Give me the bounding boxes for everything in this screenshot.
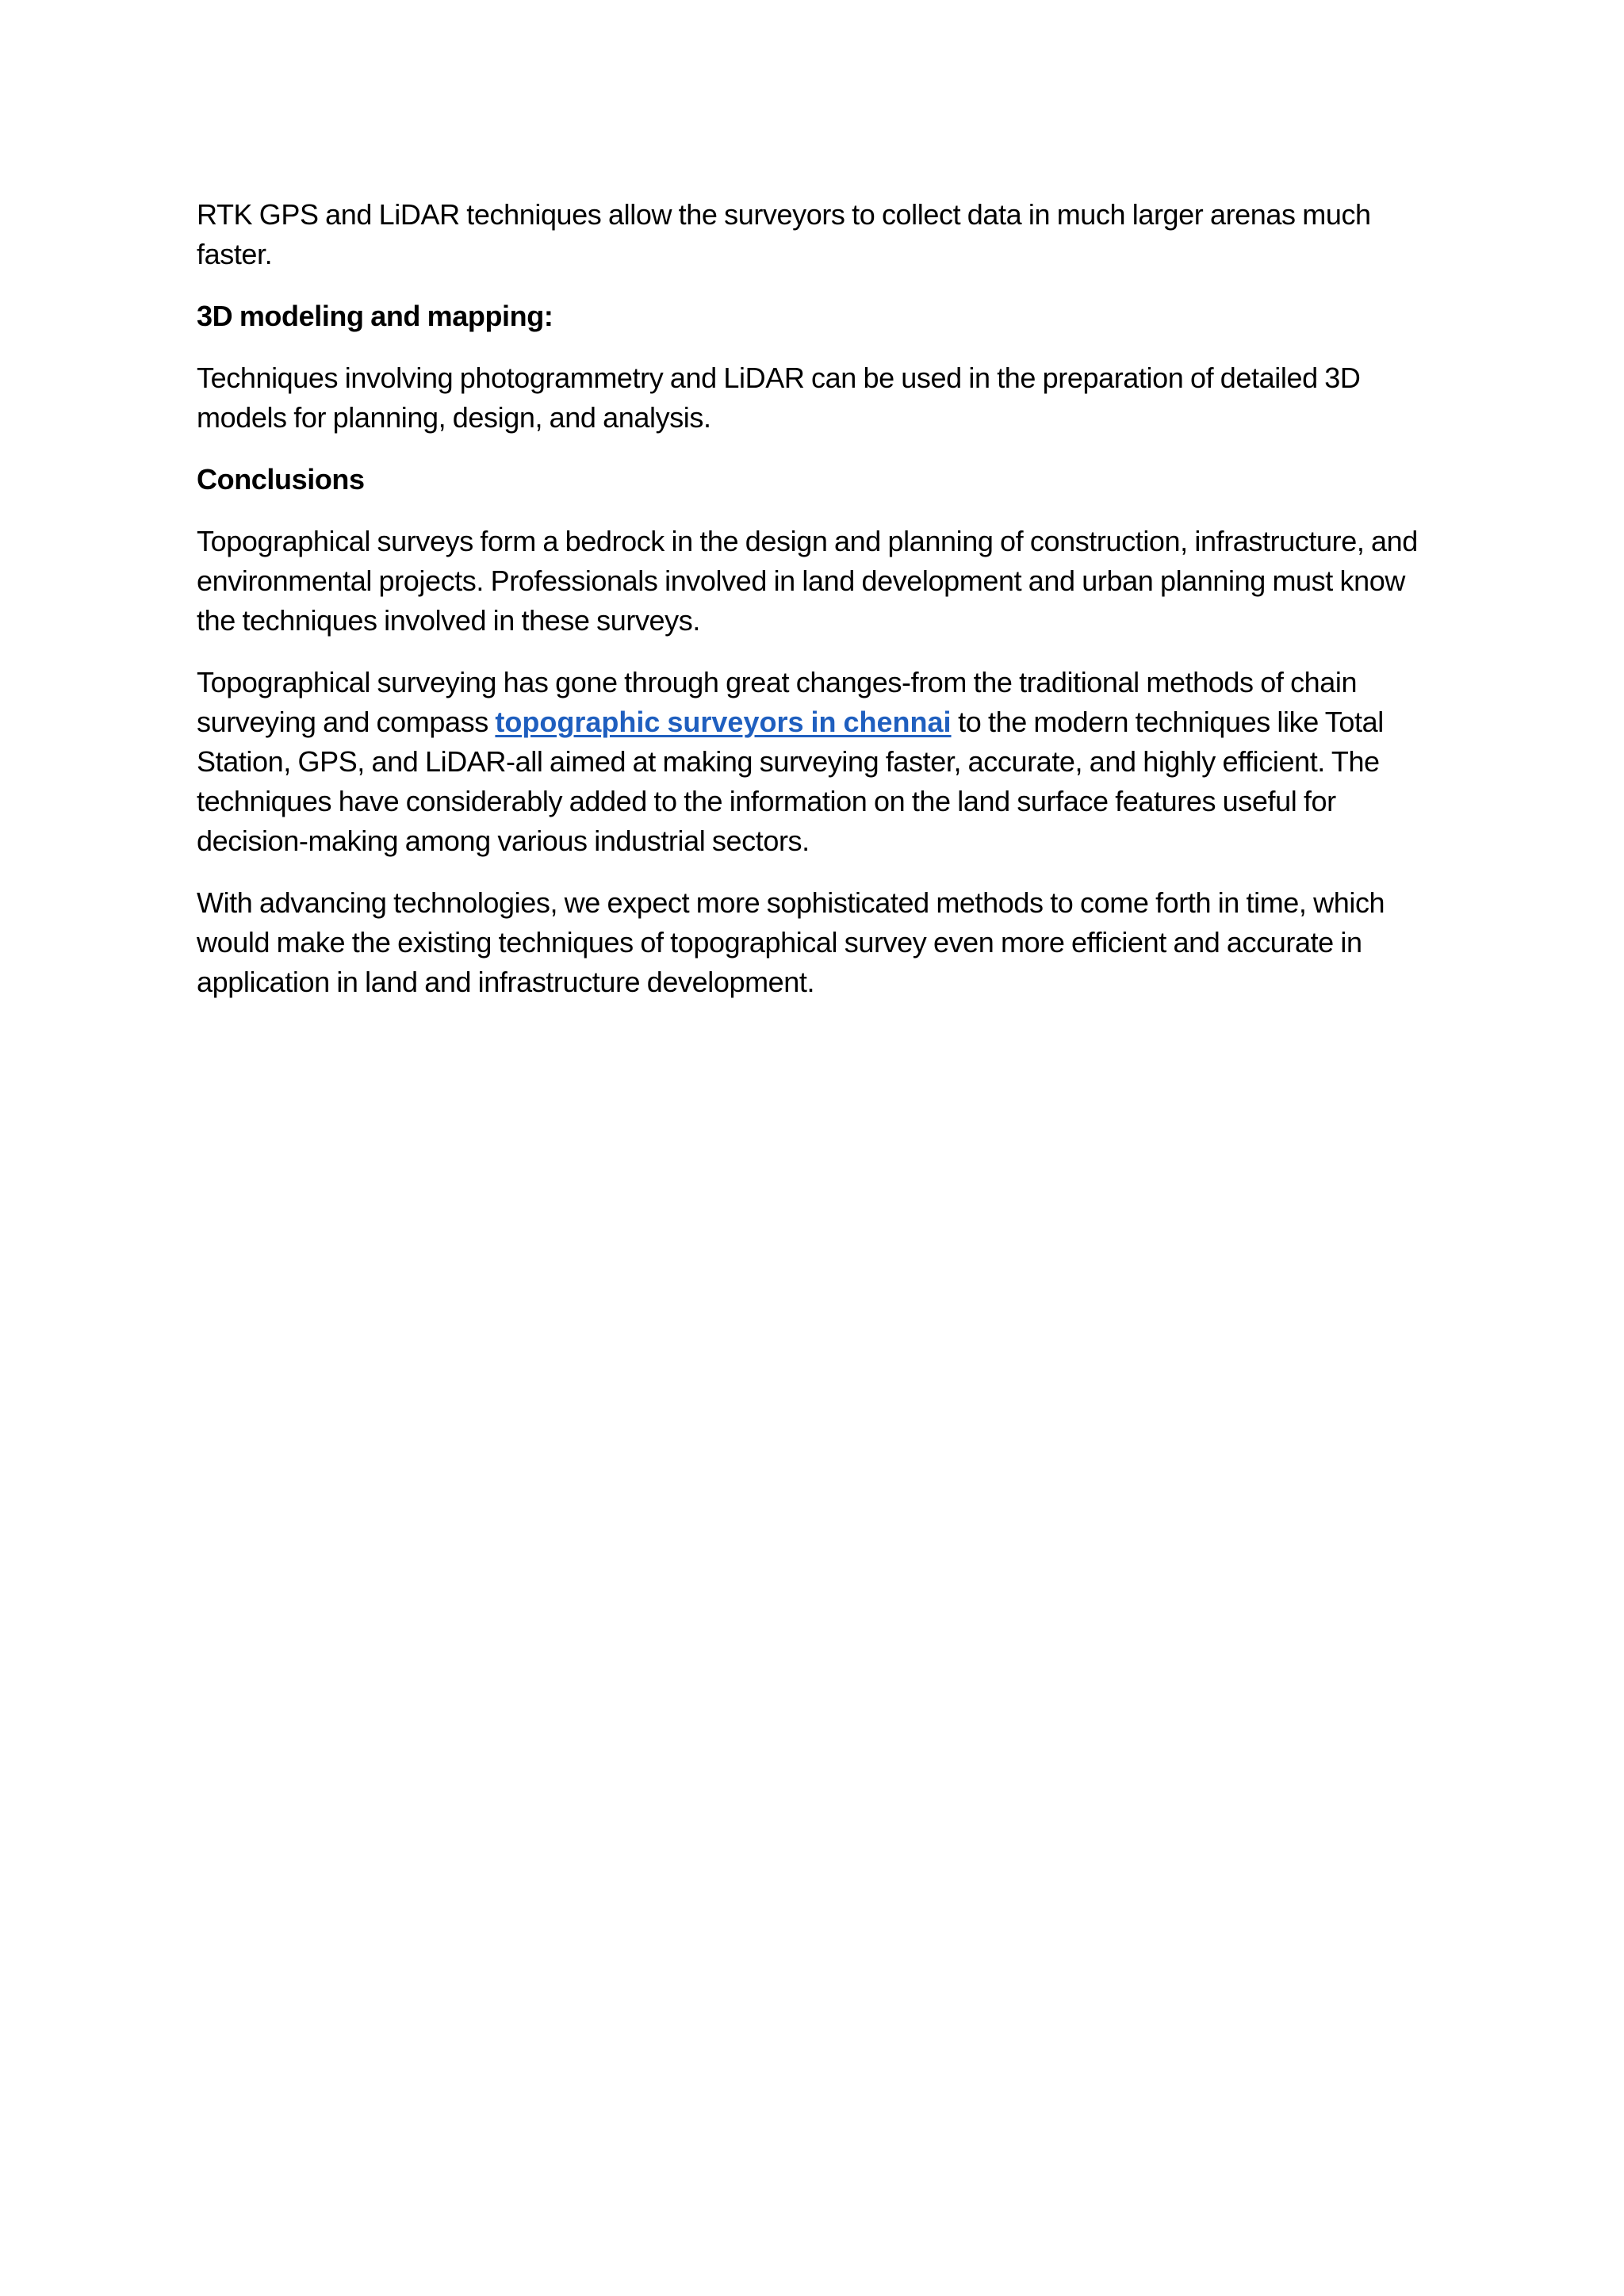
paragraph-surveying-changes: [197, 663, 1442, 861]
paragraph-text-before-link: Topographical surveying has gone through great changes-from the traditional methods of chain surveying and compass: [197, 666, 1358, 738]
paragraph-bedrock: Topographical surveys form a bedrock in the design and planning of construction, infrastructure, and environmental projects. Professionals involved in land development and urban planning must know the techniques involved in these surveys.: [197, 525, 1418, 637]
heading-conclusions: Conclusions: [197, 463, 365, 496]
heading-3d-modeling: 3D modeling and mapping:: [197, 300, 553, 332]
paragraph-text-after-link: to the modern techniques like Total Station, GPS, and LiDAR-all aimed at making surveying faster, accurate, and highly efficient. The techniques have considerably added to the information on the land surface features useful for decision-making among various industrial sectors.: [197, 706, 1384, 857]
document-body: [197, 195, 1442, 1024]
paragraph-photogrammetry: Techniques involving photogrammetry and LiDAR can be used in the preparation of detailed 3D models for planning, design, and analysis.: [197, 362, 1361, 434]
paragraph-advancing-technologies: With advancing technologies, we expect more sophisticated methods to come forth in time, which would make the existing techniques of topographical survey even more efficient and accurate in application in land and infrastructure development.: [197, 886, 1385, 998]
topographic-surveyors-link[interactable]: topographic surveyors in chennai: [495, 706, 952, 738]
paragraph-rtk-gps: RTK GPS and LiDAR techniques allow the surveyors to collect data in much larger arenas much faster.: [197, 198, 1371, 270]
